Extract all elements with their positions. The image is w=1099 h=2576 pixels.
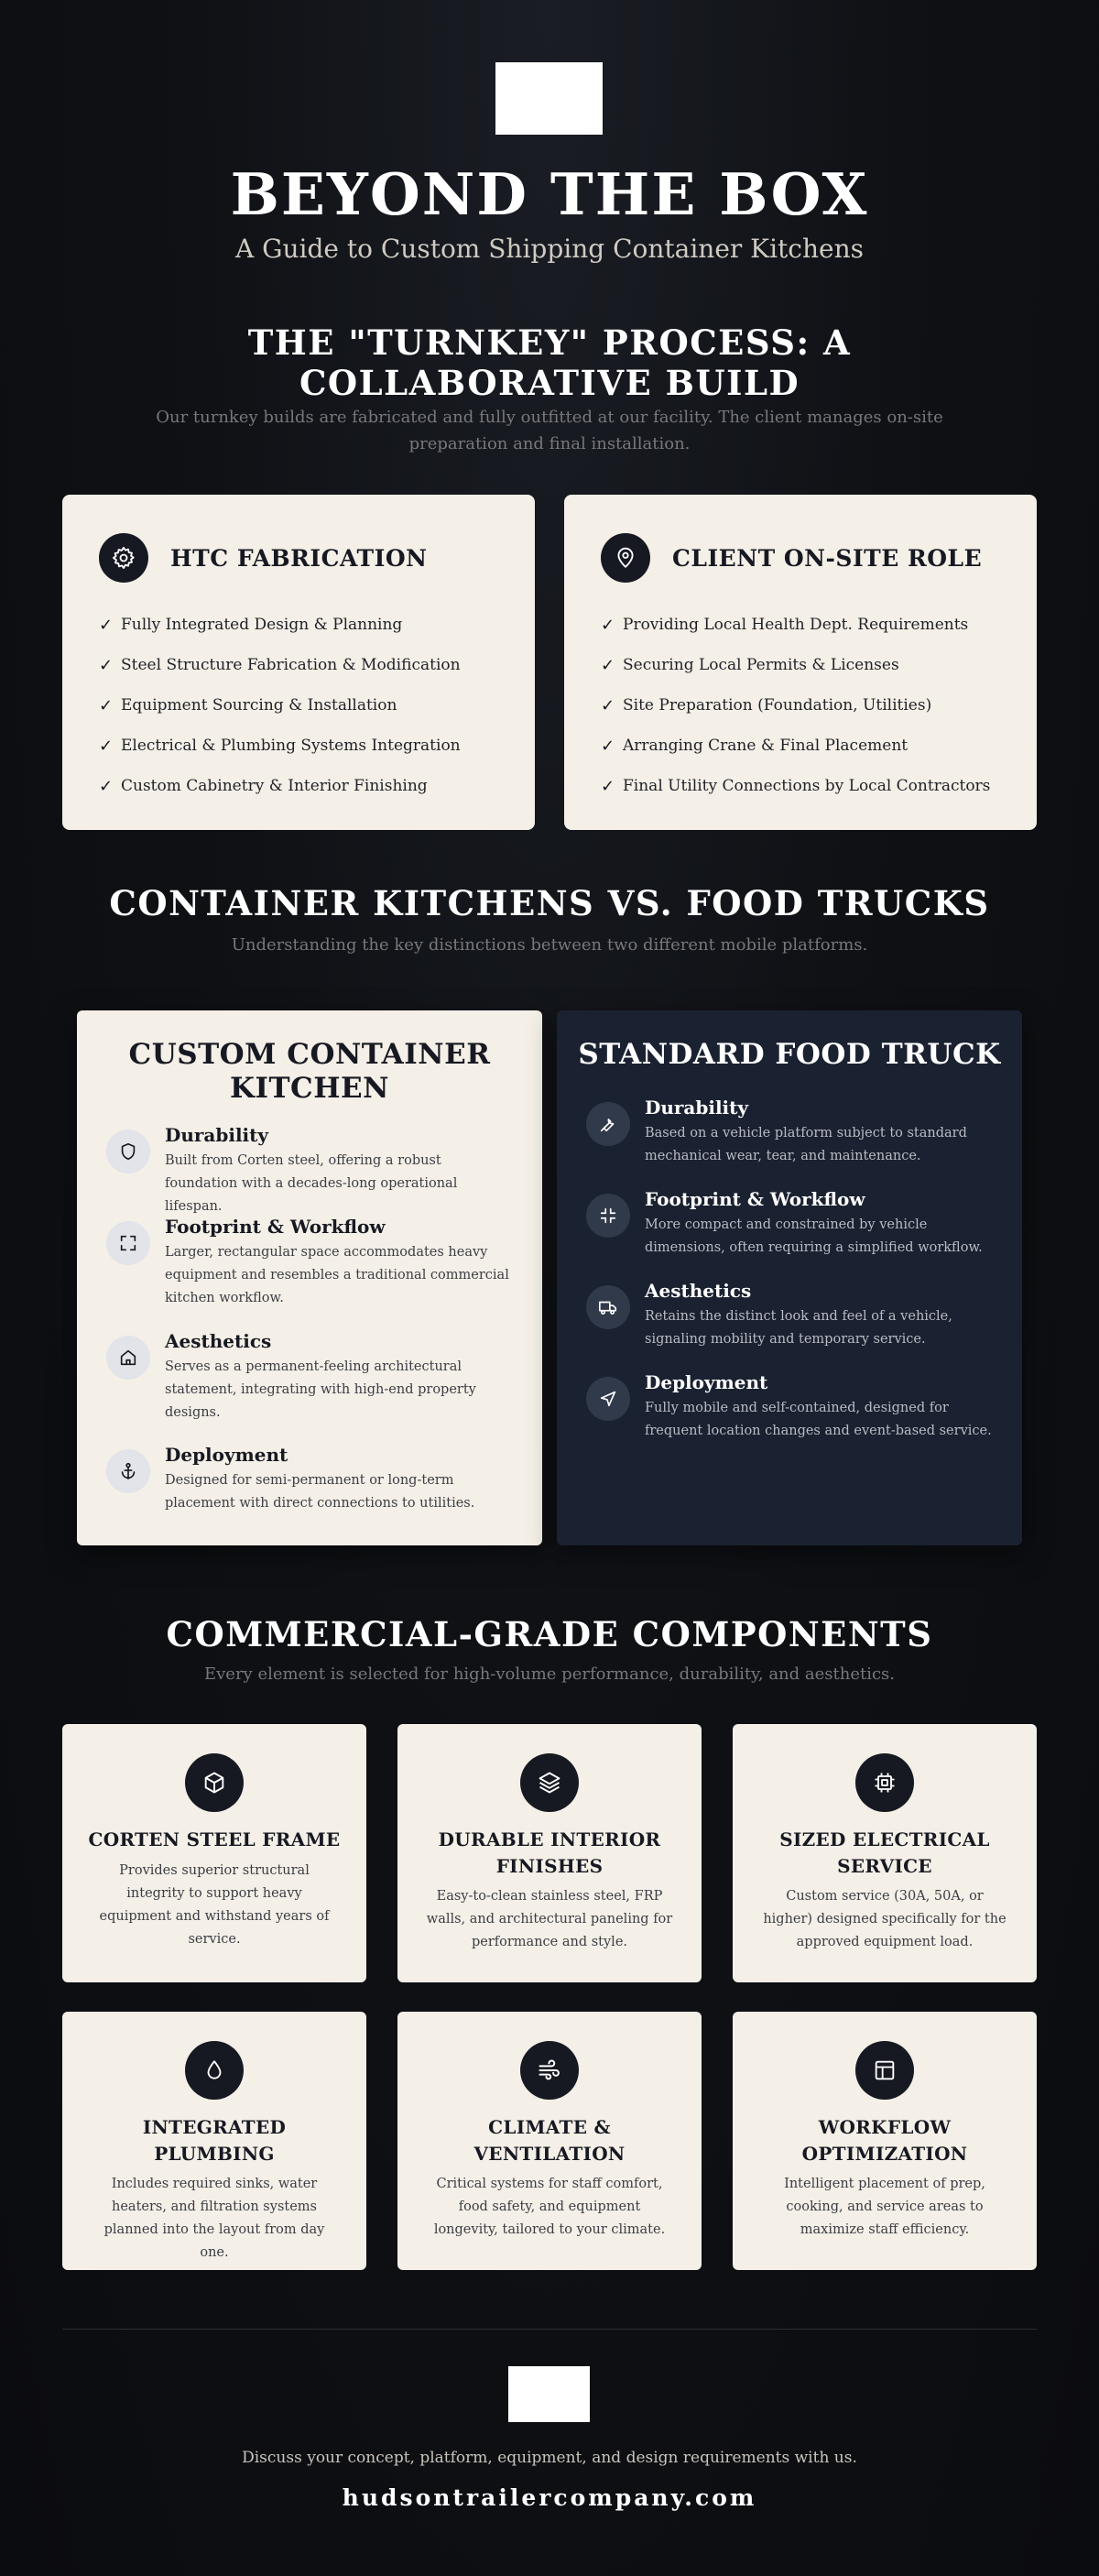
container-kitchen-card: CUSTOM CONTAINER KITCHEN Durability Built from Corten steel, offering a robust foundation with a decades-long operational lifespan. Footprint & Workflow Larger, rectangular space accommodates heavy equipment and resembles a traditional commercial kitchen workflow. Aesthetics Serves as a permanent-feeling architectural statement, integrating with high-end property designs. Deployment Designed for semi-permanent or long-term placement with direct connections to utilities. [77,1010,542,1545]
page-subtitle: A Guide to Custom Shipping Container Kitchens [234,234,864,264]
list-item: ✓ Electrical & Plumbing Systems Integration [99,736,461,756]
check-icon: ✓ [601,615,615,635]
comparison-title: CONTAINER KITCHENS VS. FOOD TRUCKS [109,883,990,923]
cube-icon [185,1753,244,1812]
list-item: ✓ Final Utility Connections by Local Contractors [601,776,991,796]
list-item: ✓ Equipment Sourcing & Installation [99,695,397,715]
comparison-subtitle: Understanding the key distinctions between two different mobile platforms. [231,935,868,955]
droplet-icon [185,2041,244,2100]
component-card: CLIMATE & VENTILATION Critical systems for staff comfort, food safety, and equipment longevity, tailored to your climate. [397,2012,702,2270]
chip-icon [855,1753,914,1812]
footer-text: Discuss your concept, platform, equipment, and design requirements with us. [242,2449,857,2467]
components-title: COMMERCIAL-GRADE COMPONENTS [166,1614,933,1654]
layers-icon [520,1753,579,1812]
list-item: ✓ Providing Local Health Dept. Requirements [601,615,969,635]
client-role-card [564,495,1037,830]
list-item: ✓ Securing Local Permits & Licenses [601,655,899,675]
expand-icon [106,1221,150,1265]
shield-icon [106,1130,150,1173]
component-card: INTEGRATED PLUMBING Includes required sinks, water heaters, and filtration systems planned into the layout from day one. [62,2012,366,2270]
check-icon: ✓ [601,695,615,715]
check-icon: ✓ [99,615,114,635]
check-icon: ✓ [99,695,114,715]
gear-icon [99,533,148,583]
turnkey-title: THE "TURNKEY" PROCESS: A COLLABORATIVE BUILD [247,322,852,404]
wind-icon [520,2041,579,2100]
container-kitchen-title: CUSTOM CONTAINER KITCHEN [128,1038,491,1106]
component-card: SIZED ELECTRICAL SERVICE Custom service (30A, 50A, or higher) designed specifically for the approved equipment load. [733,1724,1037,1982]
list-item: ✓ Arranging Crane & Final Placement [601,736,909,756]
food-truck-card: STANDARD FOOD TRUCK Durability Based on a vehicle platform subject to standard mechanical wear, tear, and maintenance. Footprint & Workflow More compact and constrained by vehicle dimensions, often requiring a simplified workflow. Aesthetics Retains the distinct look and feel of a vehicle, signaling mobility and temporary service. Deployment Fully mobile and self-contained, designed for frequent location changes and event-based service. [557,1010,1022,1545]
client-role-title: CLIENT ON-SITE ROLE [672,544,983,572]
list-item: ✓ Custom Cabinetry & Interior Finishing [99,776,428,796]
check-icon: ✓ [601,736,615,756]
list-item: ✓ Site Preparation (Foundation, Utilities) [601,695,932,715]
footer-divider [62,2329,1037,2330]
htc-fabrication-card [62,495,535,830]
truck-icon [586,1285,630,1329]
htc-fabrication-list [99,605,461,806]
list-item: ✓ Steel Structure Fabrication & Modification [99,655,461,675]
anchor-icon [106,1449,150,1493]
shrink-icon [586,1194,630,1238]
header-logo [495,62,603,135]
list-item: ✓ Fully Integrated Design & Planning [99,615,403,635]
map-pin-icon [601,533,650,583]
component-card: CORTEN STEEL FRAME Provides superior structural integrity to support heavy equipment and withstand years of service. [62,1724,366,1982]
htc-fabrication-title: HTC FABRICATION [170,544,428,572]
footer-logo [508,2366,590,2422]
component-card: WORKFLOW OPTIMIZATION Intelligent placement of prep, cooking, and service areas to maximize staff efficiency. [733,2012,1037,2270]
food-truck-title: STANDARD FOOD TRUCK [578,1038,1001,1071]
check-icon: ✓ [99,655,114,675]
footer-website-link[interactable]: hudsontrailercompany.com [342,2484,757,2511]
client-role-list [601,605,990,806]
turnkey-subtitle: Our turnkey builds are fabricated and fully outfitted at our facility. The client manages on-site preparation and final installation. [156,408,943,453]
component-card: DURABLE INTERIOR FINISHES Easy-to-clean stainless steel, FRP walls, and architectural paneling for performance and style. [397,1724,702,1982]
navigation-icon [586,1377,630,1421]
layout-icon [855,2041,914,2100]
home-icon [106,1336,150,1380]
check-icon: ✓ [99,776,114,796]
page-title: BEYOND THE BOX [230,160,869,228]
check-icon: ✓ [601,776,615,796]
check-icon: ✓ [601,655,615,675]
check-icon: ✓ [99,736,114,756]
wrench-icon [586,1102,630,1146]
components-subtitle: Every element is selected for high-volume performance, durability, and aesthetics. [203,1665,896,1684]
